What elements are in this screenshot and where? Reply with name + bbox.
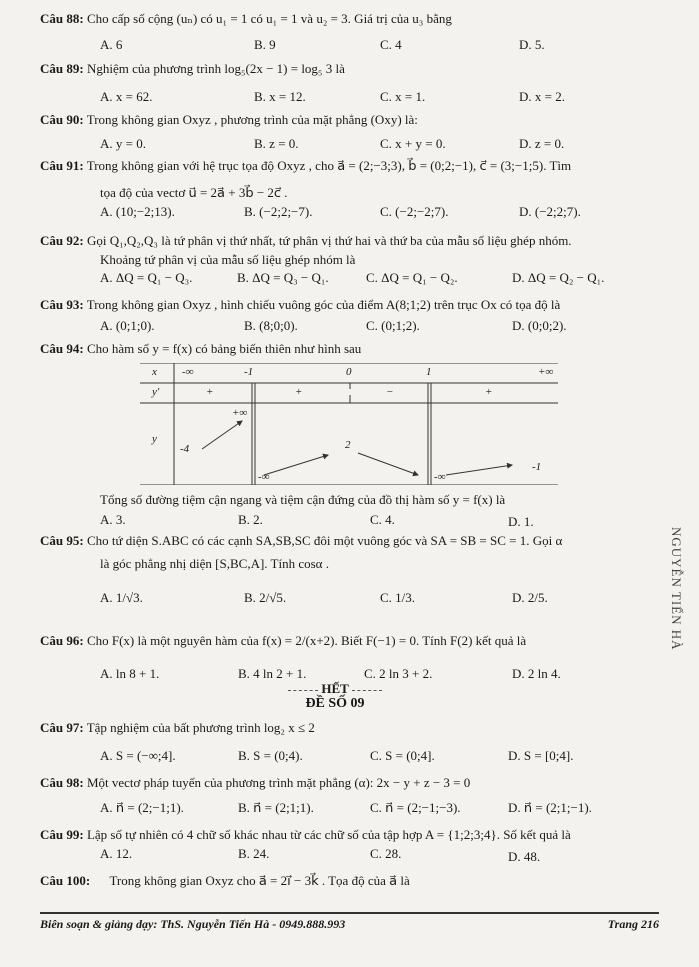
- option-c: C. ΔQ = Q₁ − Q₂.: [366, 270, 458, 285]
- yp-sign: +: [206, 386, 214, 398]
- option-c: C. 2 ln 3 + 2.: [364, 666, 433, 681]
- question-text-line2: là góc phẳng nhị diện [S,BC,A]. Tính cosα .: [100, 556, 329, 571]
- option-b: B. n⃗ = (2;1;1).: [238, 800, 314, 815]
- option-c: C. (0;1;2).: [366, 318, 420, 333]
- page-number: Trang 216: [607, 917, 659, 931]
- option-b: B. 2.: [238, 512, 263, 527]
- option-c: C. x + y = 0.: [380, 136, 446, 151]
- option-c: C. n⃗ = (2;−1;−3).: [370, 800, 461, 815]
- x-value: -1: [244, 366, 254, 378]
- option-a: A. ΔQ = Q₁ − Q₃.: [100, 270, 193, 285]
- option-d: D. n⃗ = (2;1;−1).: [508, 800, 592, 815]
- option-b: B. S = (0;4).: [238, 748, 303, 763]
- het-text: HẾT: [321, 681, 349, 696]
- y-value: -∞: [258, 471, 270, 483]
- variation-table-lines: [140, 363, 558, 485]
- question-97: [40, 719, 681, 737]
- question-number: Câu 92:: [40, 233, 84, 248]
- option-b: B. ΔQ = Q₃ − Q₁.: [237, 270, 329, 285]
- option-b: B. 9: [254, 37, 276, 52]
- question-98: [40, 774, 681, 792]
- question-96: [40, 632, 681, 650]
- question-text: Cho hàm số y = f(x) có bảng biến thiên như hình sau: [86, 341, 362, 356]
- y-value: -4: [180, 443, 190, 455]
- author-sidebar: NGUYỄN TIẾN HÀ: [669, 527, 684, 651]
- option-a: A. n⃗ = (2;−1;1).: [100, 800, 184, 815]
- question-text-line2: Khoảng tứ phân vị của mẫu số liệu ghép nhóm là: [100, 252, 356, 267]
- yp-sign: +: [485, 386, 493, 398]
- option-b: B. x = 12.: [254, 89, 306, 104]
- option-a: A. 3.: [100, 512, 126, 527]
- question-89: [40, 60, 681, 78]
- question-text: Gọi Q₁,Q₂,Q₃ là tứ phân vị thứ nhất, tứ phân vị thứ hai và thứ ba của mẫu số liệu ghép nhóm.: [86, 233, 572, 248]
- x-value: 1: [426, 366, 432, 378]
- question-88: [40, 10, 681, 28]
- question-text: Một vectơ pháp tuyến của phương trình mặt phẳng (α): 2x − y + z − 3 = 0: [86, 775, 471, 790]
- question-94: [40, 340, 681, 358]
- question-text: Trong không gian Oxyz , phương trình của mặt phẳng (Oxy) là:: [86, 112, 418, 127]
- option-a: A. x = 62.: [100, 89, 153, 104]
- question-text: Tập nghiệm của bất phương trình log₂ x ≤ 2: [86, 720, 315, 735]
- y-value: -∞: [434, 471, 446, 483]
- dash-left: [288, 690, 318, 691]
- option-c: C. (−2;−2;7).: [380, 204, 449, 219]
- question-number: Câu 98:: [40, 775, 84, 790]
- question-99: [40, 826, 681, 844]
- option-b: B. (−2;2;−7).: [244, 204, 313, 219]
- option-a: A. 1/√3.: [100, 590, 143, 605]
- question-number: Câu 100:: [40, 873, 91, 888]
- question-92: [40, 232, 681, 250]
- option-d: D. ΔQ = Q₂ − Q₁.: [512, 270, 605, 285]
- option-c: C. 1/3.: [380, 590, 416, 605]
- question-number: Câu 96:: [40, 633, 84, 648]
- question-text-line2: tọa độ của vectơ u⃗ = 2a⃗ + 3b⃗ − 2c⃗ .: [100, 185, 288, 200]
- question-100: [40, 872, 681, 890]
- option-a: A. (10;−2;13).: [100, 204, 175, 219]
- question-93: [40, 296, 681, 314]
- question-number: Câu 94:: [40, 341, 84, 356]
- x-value: +∞: [538, 366, 554, 378]
- question-95: [40, 532, 681, 550]
- question-number: Câu 93:: [40, 297, 84, 312]
- dash-right: [352, 690, 382, 691]
- question-text: Trong không gian Oxyz , hình chiếu vuông góc của điểm A(8;1;2) trên trục Ox có tọa độ là: [86, 297, 561, 312]
- option-d: D. (0;0;2).: [512, 318, 567, 333]
- yp-sign: −: [386, 386, 394, 398]
- option-c: C. 28.: [370, 846, 402, 861]
- option-c: C. 4.: [370, 512, 395, 527]
- y-label: y: [152, 433, 157, 445]
- option-b: B. 2/√5.: [244, 590, 287, 605]
- option-c: C. S = (0;4].: [370, 748, 435, 763]
- question-text: Cho tứ diện S.ABC có các cạnh SA,SB,SC đôi một vuông góc và SA = SB = SC = 1. Gọi α: [86, 533, 563, 548]
- option-a: A. y = 0.: [100, 136, 146, 151]
- question-text: Cho F(x) là một nguyên hàm của f(x) = 2/(x+2). Biết F(−1) = 0. Tính F(2) kết quả là: [86, 633, 527, 648]
- yp-sign: +: [295, 386, 303, 398]
- question-text: Trong không gian với hệ trục tọa độ Oxyz , cho a⃗ = (2;−3;3), b⃗ = (0;2;−1), c⃗ = (3;−1;5). Tìm: [86, 158, 572, 173]
- question-number: Câu 90:: [40, 112, 84, 127]
- option-d: D. z = 0.: [519, 136, 565, 151]
- option-b: B. 4 ln 2 + 1.: [238, 666, 307, 681]
- option-c: C. x = 1.: [380, 89, 426, 104]
- option-d: D. 2/5.: [512, 590, 548, 605]
- de-so-heading: ĐỀ SỐ 09: [305, 696, 365, 711]
- y-value: -1: [532, 461, 542, 473]
- option-a: A. ln 8 + 1.: [100, 666, 160, 681]
- question-91: [40, 157, 681, 175]
- yp-label: y': [152, 386, 160, 398]
- option-a: A. 12.: [100, 846, 133, 861]
- option-a: A. 6: [100, 37, 123, 52]
- y-value: 2: [345, 439, 351, 451]
- question-text: Cho cấp số cộng (uₙ) có u₁ = 1 có u₁ = 1 và u₂ = 3. Giá trị của u₃ bằng: [86, 11, 452, 26]
- variation-table: [140, 363, 558, 485]
- x-label: x: [152, 366, 157, 378]
- option-d: D. 5.: [519, 37, 545, 52]
- option-a: A. (0;1;0).: [100, 318, 155, 333]
- question-text-line2: Tổng số đường tiệm cận ngang và tiệm cận đứng của đồ thị hàm số y = f(x) là: [100, 492, 506, 507]
- option-c: C. 4: [380, 37, 402, 52]
- option-d: D. x = 2.: [519, 89, 565, 104]
- question-text: Trong không gian Oxyz cho a⃗ = 2i⃗ − 3k⃗ . Tọa độ của a⃗ là: [109, 873, 410, 888]
- y-value: +∞: [232, 407, 248, 419]
- footer-author: Biên soạn & giảng dạy: ThS. Nguyễn Tiến Hà - 0949.888.993: [40, 917, 346, 931]
- option-d: D. 48.: [508, 849, 541, 864]
- question-text: Nghiệm của phương trình log₅(2x − 1) = log₅ 3 là: [86, 61, 345, 76]
- question-number: Câu 88:: [40, 11, 84, 26]
- option-d: D. 1.: [508, 514, 534, 529]
- option-b: B. 24.: [238, 846, 270, 861]
- option-d: D. 2 ln 4.: [512, 666, 561, 681]
- option-b: B. z = 0.: [254, 136, 299, 151]
- het-marker: [260, 681, 410, 697]
- option-d: D. S = [0;4].: [508, 748, 574, 763]
- page-footer: [40, 912, 659, 932]
- question-text: Lập số tự nhiên có 4 chữ số khác nhau từ các chữ số của tập hợp A = {1;2;3;4}. Số kết quả là: [86, 827, 571, 842]
- question-number: Câu 89:: [40, 61, 84, 76]
- question-number: Câu 95:: [40, 533, 84, 548]
- option-d: D. (−2;2;7).: [519, 204, 581, 219]
- question-number: Câu 91:: [40, 158, 84, 173]
- question-number: Câu 97:: [40, 720, 84, 735]
- option-a: A. S = (−∞;4].: [100, 748, 176, 763]
- question-number: Câu 99:: [40, 827, 84, 842]
- question-90: [40, 111, 681, 129]
- x-value: -∞: [182, 366, 194, 378]
- x-value: 0: [346, 366, 352, 378]
- option-b: B. (8;0;0).: [244, 318, 298, 333]
